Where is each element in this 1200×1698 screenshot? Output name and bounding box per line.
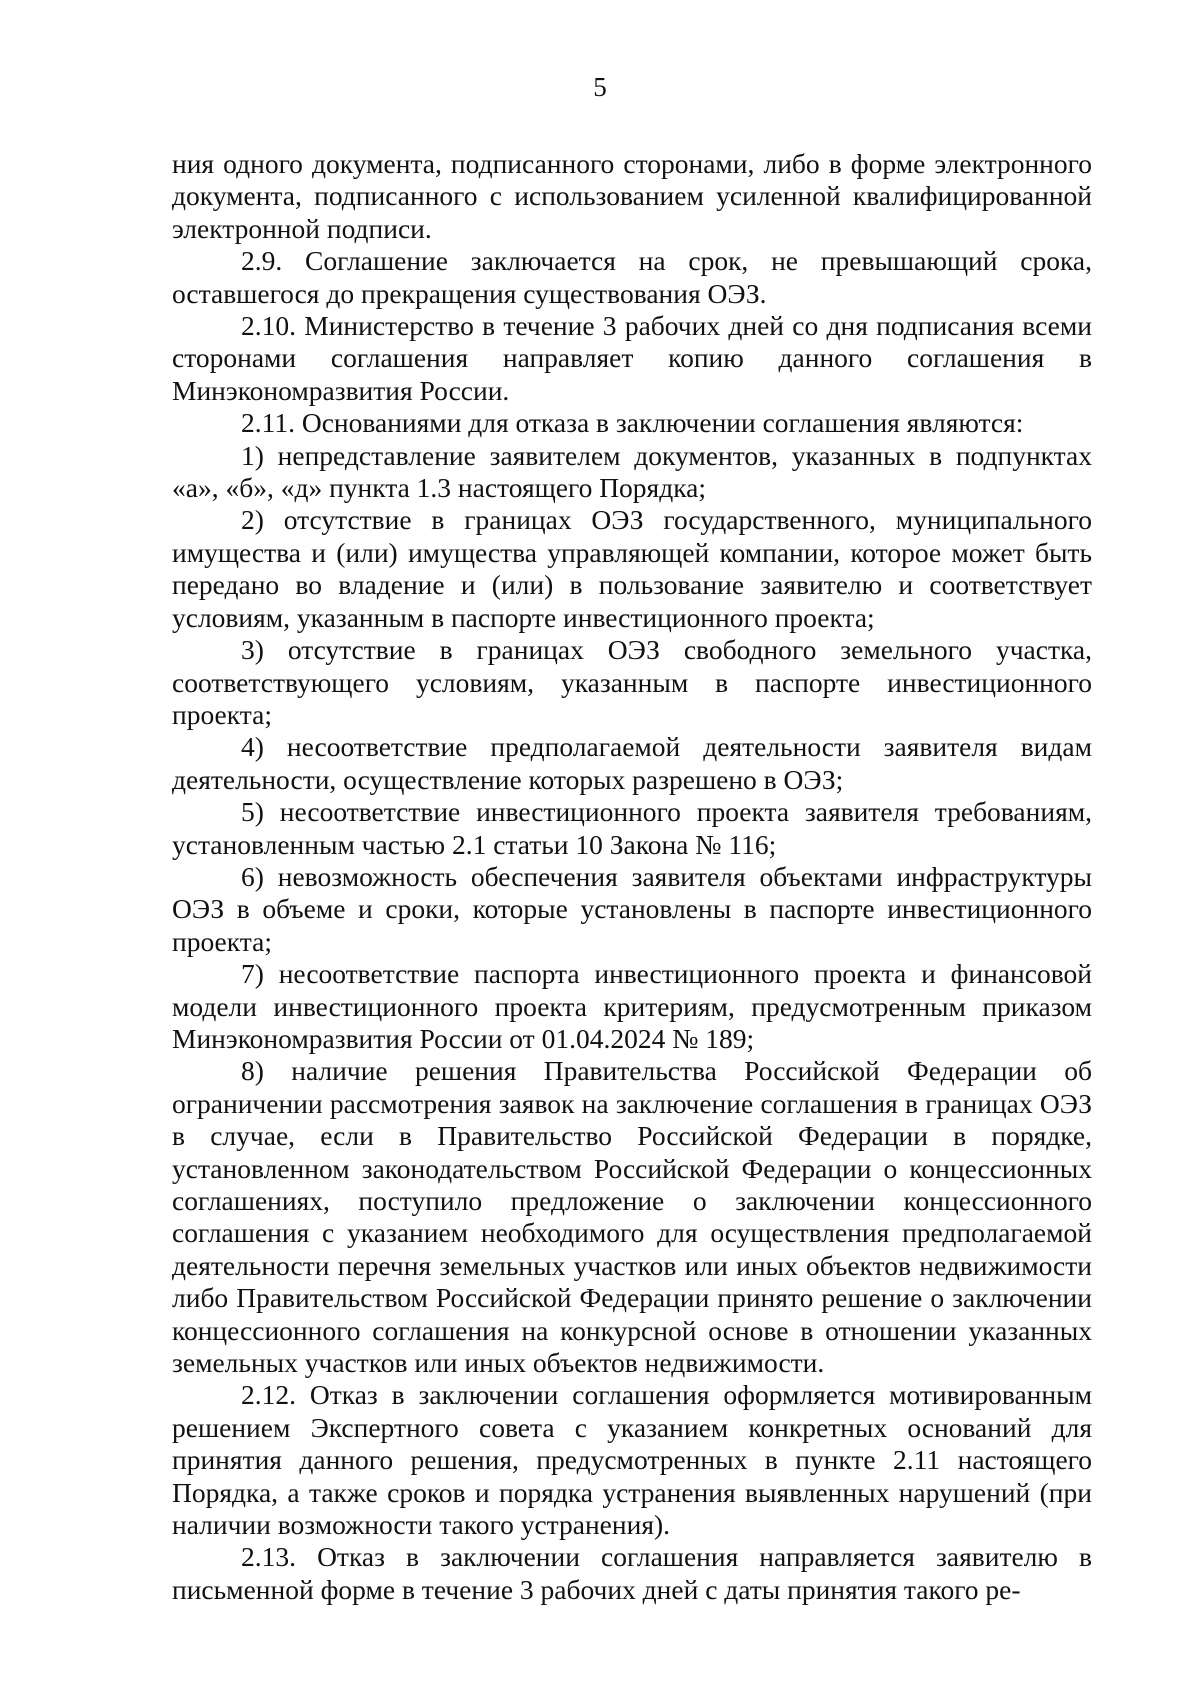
list-item-3: 3) отсутствие в границах ОЭЗ свободного земельного участка, соответствующего условиям, указанным в паспорте инвестиционного проекта;	[172, 634, 1092, 730]
page-number: 5	[593, 72, 607, 102]
list-item-4: 4) несоответствие предполагаемой деятельности заявителя видам деятельности, осуществление которых разрешено в ОЭЗ;	[172, 731, 1092, 795]
list-item-8: 8) наличие решения Правительства Российской Федерации об ограничении рассмотрения заявок на заключение соглашения в границах ОЭЗ в случае, если в Правительство Российской Федерации в порядке, установленном законодательством Российской Федерации о концессионных соглашениях, поступило предложение о заключении концессионного соглашения с указанием необходимого для осуществления предполагаемой деятельности перечня земельных участков или иных объектов недвижимости либо Правительством Российской Федерации принято решение о заключении концессионного соглашения на конкурсной основе в отношении указанных земельных участков или иных объектов недвижимости.	[172, 1055, 1092, 1379]
list-item-2: 2) отсутствие в границах ОЭЗ государственного, муниципального имущества и (или) имущества управляющей компании, которое может быть передано во владение и (или) в пользование заявителю и соответствует условиям, указанным в паспорте инвестиционного проекта;	[172, 504, 1092, 633]
list-item-5: 5) несоответствие инвестиционного проекта заявителя требованиям, установленным частью 2.1 статьи 10 Закона № 116;	[172, 796, 1092, 860]
paragraph-2-11: 2.11. Основаниями для отказа в заключении соглашения являются:	[241, 407, 1024, 439]
paragraph-continuation: ния одного документа, подписанного сторонами, либо в форме электронного документа, подписанного с использованием усиленной квалифицированной электронной подписи.	[172, 148, 1092, 244]
list-item-6: 6) невозможность обеспечения заявителя объектами инфраструктуры ОЭЗ в объеме и сроки, которые установлены в паспорте инвестиционного проекта;	[172, 860, 1092, 957]
list-item-1: 1) непредставление заявителем документов, указанных в подпунктах «а», «б», «д» пункта 1.3 настоящего Порядка;	[172, 439, 1092, 504]
document-body	[172, 148, 1092, 1606]
list-item-7: 7) несоответствие паспорта инвестиционного проекта и финансовой модели инвестиционного проекта критериям, предусмотренным приказом Минэкономразвития России от 01.04.2024 № 189;	[172, 958, 1092, 1054]
paragraph-2-12: 2.12. Отказ в заключении соглашения оформляется мотивированным решением Экспертного совета с указанием конкретных оснований для принятия данного решения, предусмотренных в пункте 2.11 настоящего Порядка, а также сроков и порядка устранения выявленных нарушений (при наличии возможности такого устранения).	[172, 1379, 1092, 1541]
paragraph-2-10: 2.10. Министерство в течение 3 рабочих дней со дня подписания всеми сторонами соглашения направляет копию данного соглашения в Минэкономразвития России.	[172, 310, 1092, 406]
paragraph-2-13: 2.13. Отказ в заключении соглашения направляется заявителю в письменной форме в течение 3 рабочих дней с даты принятия такого ре-	[172, 1541, 1092, 1605]
paragraph-2-9: 2.9. Соглашение заключается на срок, не превышающий срока, оставшегося до прекращения существования ОЭЗ.	[172, 245, 1092, 309]
